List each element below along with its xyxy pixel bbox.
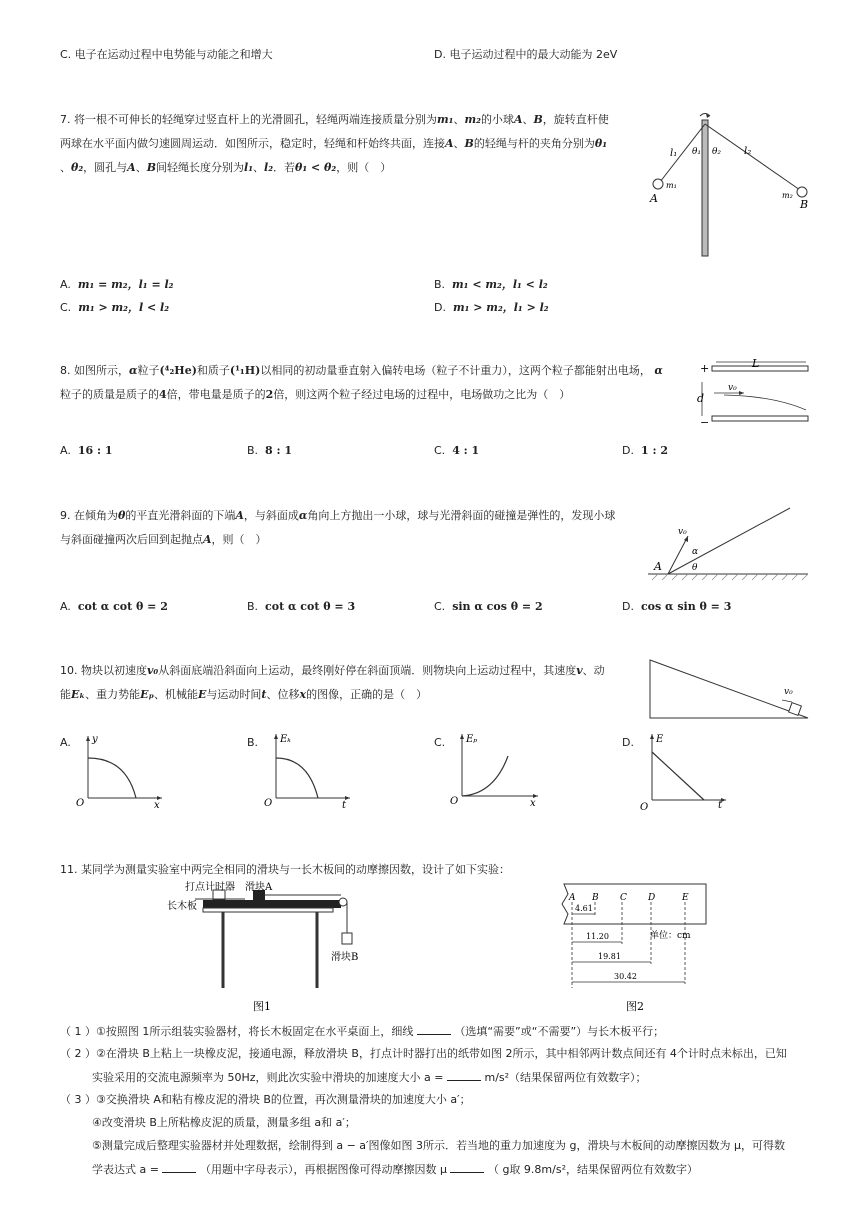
q10-graph-a[interactable] bbox=[74, 732, 164, 808]
caption-fig2: 图2 bbox=[626, 1000, 644, 1013]
distance-ac: 11.20 bbox=[586, 932, 609, 941]
axis-x-label: t bbox=[342, 800, 347, 808]
label-d: d bbox=[697, 392, 705, 405]
label-l1: l₁ bbox=[670, 148, 678, 159]
distance-ab: 4.61 bbox=[575, 904, 593, 913]
upper-plate bbox=[712, 366, 808, 371]
answer-blank-2[interactable] bbox=[447, 1068, 481, 1081]
caption-fig1: 图1 bbox=[253, 1000, 271, 1013]
q7-option-c[interactable]: C. m₁ > m₂，l < l₂ bbox=[60, 301, 170, 314]
unit-label: 单位：cm bbox=[650, 931, 691, 941]
axis-x-label: x bbox=[530, 798, 536, 808]
axis-y-label: Eₚ bbox=[466, 734, 478, 745]
q9-option-b[interactable]: B. cot α cot θ = 3 bbox=[247, 600, 356, 613]
q10-graph-b[interactable] bbox=[262, 730, 352, 808]
axis-y-label: y bbox=[92, 734, 98, 745]
label-v0: v₀ bbox=[728, 383, 737, 393]
q8-option-c[interactable]: C. 4 : 1 bbox=[434, 444, 480, 457]
origin-label: O bbox=[264, 798, 273, 808]
q7-stem: 7. 将一根不可伸长的轻绳穿过竖直杆上的光滑圆孔，轻绳两端连接质量分别为m₁、m₂的小球A、B，旋转直杆使 两球在水平面内做匀速圆周运动．如图所示，稳定时，轻绳和杆始终共面，连接A、B的轻绳与杆的夹角分别为θ₁ 、θ₂，圆孔与A、B间轻绳长度分别为l₁、l₂．若θ₁ < θ₂，则（ ） bbox=[60, 113, 609, 174]
label-a: A bbox=[654, 560, 662, 573]
curve-c bbox=[462, 756, 508, 796]
q10-graph-c[interactable] bbox=[450, 730, 542, 808]
q8-figure-deflection-field bbox=[694, 358, 812, 430]
q9-option-c[interactable]: C. sin α cos θ = 2 bbox=[434, 600, 543, 613]
label-m2: m₂ bbox=[782, 191, 793, 200]
answer-blank-1[interactable] bbox=[417, 1022, 451, 1035]
q11-part1: （ 1 ）①按照图 1所示组装实验器材，将长木板固定在水平桌面上，细线 （选填“需要”或“不需要”）与长木板平行； bbox=[60, 1022, 664, 1039]
q8-stem: 8. 如图所示，α粒子(⁴₂He)和质子(¹₁H)以相同的初动量垂直射入偏转电场（粒子不计重力），这两个粒子都能射出电场， α 粒子的质量是质子的4倍，带电量是质子的2倍，则这两个粒子经过电场的过程中，电场做功之比为（ ） bbox=[60, 364, 663, 401]
curve-b bbox=[276, 758, 318, 798]
label-b: B bbox=[800, 198, 809, 211]
q11-part3-step5-line2: 学表达式 a = （用题中字母表示），再根据图像可得动摩擦因数 μ （ g取 9.8m/s²，结果保留两位有效数字） bbox=[92, 1160, 698, 1177]
q9-stem: 9. 在倾角为θ的平直光滑斜面的下端A，与斜面成α角向上方抛出一小球，球与光滑斜面的碰撞是弹性的，发现小球 与斜面碰撞两次后回到起抛点A，则（ ） bbox=[60, 509, 616, 546]
point-e-label: E bbox=[682, 893, 689, 903]
label-m1: m₁ bbox=[666, 181, 677, 190]
q9-figure-incline bbox=[648, 504, 810, 586]
q7-option-b[interactable]: B. m₁ < m₂，l₁ < l₂ bbox=[434, 278, 548, 291]
q10-option-d-label[interactable]: D. bbox=[622, 736, 634, 749]
q11-part3-step4: ④改变滑块 B上所粘橡皮泥的质量，测量多组 a和 a′； bbox=[92, 1116, 356, 1129]
q6-option-c[interactable]: C. 电子在运动过程中电势能与动能之和增大 bbox=[60, 48, 273, 61]
q11-figure-1-apparatus bbox=[165, 878, 365, 1014]
q10-graph-d[interactable] bbox=[638, 730, 730, 812]
distance-ae: 30.42 bbox=[614, 972, 637, 981]
ball-b bbox=[797, 187, 807, 197]
origin-label: O bbox=[450, 796, 459, 807]
answer-blank-3[interactable] bbox=[162, 1160, 196, 1173]
q10-figure-incline bbox=[648, 658, 810, 720]
label-board: 长木板 bbox=[167, 901, 197, 912]
label-length: L bbox=[752, 358, 760, 370]
label-alpha: α bbox=[692, 547, 699, 557]
label-l2: l₂ bbox=[744, 146, 752, 157]
curve-a bbox=[88, 758, 136, 798]
table-top bbox=[203, 908, 333, 912]
origin-label: O bbox=[76, 798, 85, 808]
q8-option-a[interactable]: A. 16 : 1 bbox=[60, 444, 113, 457]
q10-stem: 10. 物块以初速度v₀从斜面底端沿斜面向上运动，最终刚好停在斜面顶端．则物块向上运动过程中，其速度v、动 能Eₖ、重力势能Eₚ、机械能E与运动时间t、位移x的图像，正确的是（ ） bbox=[60, 664, 605, 701]
q10-option-b-label[interactable]: B. bbox=[247, 736, 259, 749]
label-v0: v₀ bbox=[678, 527, 687, 537]
label-v0: v₀ bbox=[784, 687, 793, 697]
vertical-rod bbox=[702, 120, 708, 256]
q9-option-a[interactable]: A. cot α cot θ = 2 bbox=[60, 600, 168, 613]
plus-sign: + bbox=[700, 362, 710, 375]
label-a: A bbox=[650, 192, 658, 205]
pulley bbox=[339, 898, 347, 906]
label-theta2: θ₂ bbox=[712, 147, 722, 157]
axis-y-label: E bbox=[656, 734, 664, 745]
q11-part2-line2: 实验采用的交流电源频率为 50Hz，则此次实验中滑块的加速度大小 a = m/s²（结果保留两位有效数字）； bbox=[92, 1068, 647, 1085]
label-slider-a: 滑块A bbox=[245, 882, 273, 893]
q7-figure-rotating-rod bbox=[640, 108, 820, 264]
point-d-label: D bbox=[648, 893, 656, 903]
q8-option-b[interactable]: B. 8 : 1 bbox=[247, 444, 293, 457]
axis-x-label: x bbox=[154, 800, 160, 808]
long-board bbox=[203, 900, 341, 908]
q11-part3-step5: ⑤测量完成后整理实验器材并处理数据，绘制得到 a − a′图像如图 3所示．若当地的重力加速度为 g，滑块与木板间的动摩擦因数为 μ，可得数 bbox=[92, 1139, 786, 1152]
point-c-label: C bbox=[620, 893, 627, 903]
rope-right bbox=[705, 124, 800, 190]
slider-b bbox=[342, 933, 352, 944]
axis-x-label: t bbox=[718, 800, 723, 811]
label-theta: θ bbox=[692, 563, 698, 573]
q6-option-d[interactable]: D. 电子运动过程中的最大动能为 2eV bbox=[434, 48, 618, 61]
q10-option-a-label[interactable]: A. bbox=[60, 736, 71, 749]
origin-label: O bbox=[640, 802, 649, 812]
distance-ad: 19.81 bbox=[598, 952, 621, 961]
q7-option-d[interactable]: D. m₁ > m₂，l₁ > l₂ bbox=[434, 301, 549, 314]
lower-plate bbox=[712, 416, 808, 421]
q11-figure-2-tape bbox=[556, 880, 716, 1014]
q7-option-a[interactable]: A. m₁ = m₂，l₁ = l₂ bbox=[60, 278, 174, 291]
ball-a bbox=[653, 179, 663, 189]
q11-stem: 11. 某同学为测量实验室中两完全相同的滑块与一长木板间的动摩擦因数，设计了如下实验： bbox=[60, 863, 510, 876]
minus-sign: − bbox=[700, 416, 710, 429]
q11-part2: （ 2 ）②在滑块 B上粘上一块橡皮泥，接通电源，释放滑块 B，打点计时器打出的纸带如图 2所示，其中相邻两计数点间还有 4个计时点未标出，已知 bbox=[60, 1047, 787, 1060]
q9-option-d[interactable]: D. cos α sin θ = 3 bbox=[622, 600, 732, 613]
axis-y-label: Eₖ bbox=[280, 734, 291, 745]
point-a-label: A bbox=[569, 893, 576, 903]
line-d bbox=[652, 752, 704, 800]
label-slider-b: 滑块B bbox=[331, 952, 359, 963]
label-timer: 打点计时器 bbox=[185, 882, 235, 893]
particle-trajectory bbox=[724, 395, 806, 410]
answer-blank-4[interactable] bbox=[450, 1160, 484, 1173]
q8-option-d[interactable]: D. 1 : 2 bbox=[622, 444, 668, 457]
q10-option-c-label[interactable]: C. bbox=[434, 736, 446, 749]
point-b-label: B bbox=[592, 893, 599, 903]
q11-part3: （ 3 ）③交换滑块 A和粘有橡皮泥的滑块 B的位置，再次测量滑块的加速度大小 a′； bbox=[60, 1093, 471, 1106]
label-theta1: θ₁ bbox=[692, 147, 702, 157]
